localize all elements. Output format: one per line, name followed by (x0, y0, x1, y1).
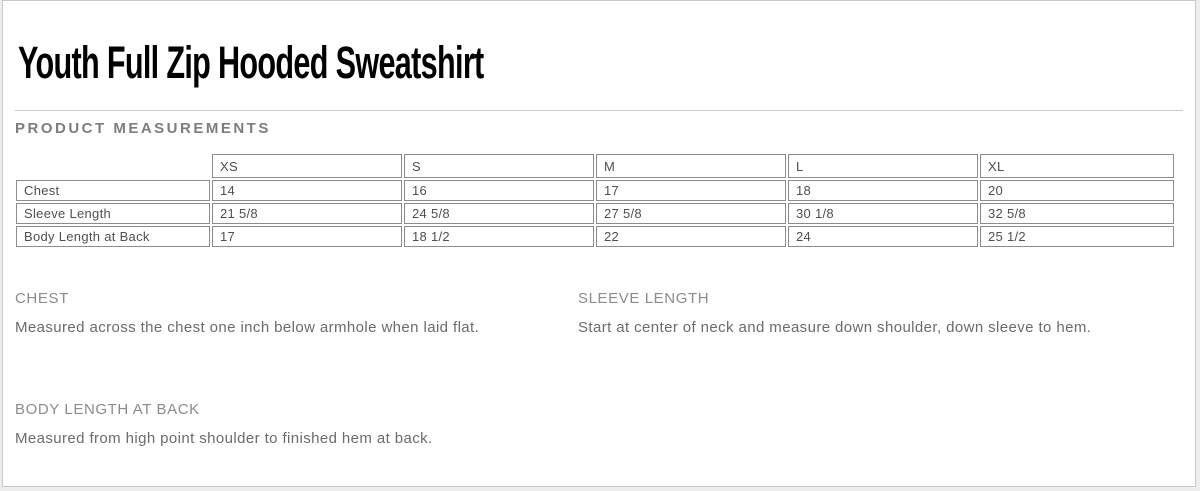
measurement-value: 18 (788, 180, 978, 201)
page-title: Youth Full Zip Hooded Sweatshirt (18, 37, 484, 88)
measurement-value: 14 (212, 180, 402, 201)
section-divider (15, 110, 1183, 111)
table-row-sleeve-length (16, 203, 1174, 224)
measurement-value: 32 5/8 (980, 203, 1174, 224)
row-label: Chest (16, 180, 210, 201)
table-row-chest (16, 180, 1174, 201)
size-column-header-xs: XS (212, 154, 402, 178)
definition-description: Measured from high point shoulder to finished hem at back. (15, 430, 433, 447)
table-header-row (16, 154, 1174, 178)
measurement-value: 22 (596, 226, 786, 247)
size-column-header-s: S (404, 154, 594, 178)
measurement-value: 24 (788, 226, 978, 247)
measurement-value: 16 (404, 180, 594, 201)
definition-description: Start at center of neck and measure down shoulder, down sleeve to hem. (578, 319, 1092, 336)
row-label: Sleeve Length (16, 203, 210, 224)
measurement-value: 25 1/2 (980, 226, 1174, 247)
table-row-body-length (16, 226, 1174, 247)
definition-body-length-at-back (15, 401, 575, 451)
section-title: PRODUCT MEASUREMENTS (15, 120, 271, 137)
measurements-table (14, 152, 1176, 249)
definition-term: BODY LENGTH AT BACK (15, 401, 200, 418)
definition-term: SLEEVE LENGTH (578, 290, 710, 307)
size-column-header-l: L (788, 154, 978, 178)
measurement-value: 21 5/8 (212, 203, 402, 224)
definition-chest (15, 290, 575, 340)
measurement-value: 17 (212, 226, 402, 247)
measurement-value: 20 (980, 180, 1174, 201)
measurement-value: 24 5/8 (404, 203, 594, 224)
row-label: Body Length at Back (16, 226, 210, 247)
size-column-header-xl: XL (980, 154, 1174, 178)
measurement-value: 17 (596, 180, 786, 201)
measurement-value: 27 5/8 (596, 203, 786, 224)
table-corner-cell (16, 154, 210, 178)
measurement-value: 30 1/8 (788, 203, 978, 224)
definition-description: Measured across the chest one inch below armhole when laid flat. (15, 319, 480, 336)
measurement-value: 18 1/2 (404, 226, 594, 247)
size-column-header-m: M (596, 154, 786, 178)
product-measurements-page (2, 0, 1196, 487)
definition-term: CHEST (15, 290, 69, 307)
definition-sleeve-length (578, 290, 1100, 340)
